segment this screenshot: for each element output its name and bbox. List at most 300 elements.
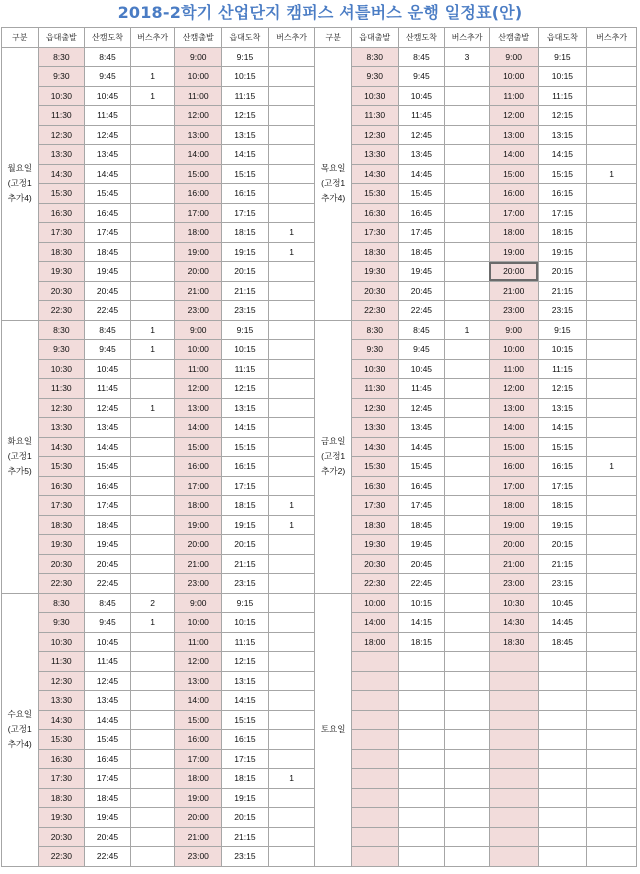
schedule-cell[interactable] — [130, 515, 175, 535]
schedule-cell[interactable] — [130, 671, 175, 691]
schedule-cell[interactable]: 10:45 — [85, 632, 131, 652]
schedule-cell[interactable]: 12:15 — [538, 106, 587, 126]
schedule-cell[interactable] — [445, 379, 490, 399]
schedule-cell[interactable]: 17:00 — [175, 203, 222, 223]
schedule-cell[interactable] — [445, 613, 490, 633]
schedule-cell[interactable] — [268, 301, 315, 321]
schedule-cell[interactable] — [489, 847, 538, 867]
schedule-cell[interactable] — [130, 47, 175, 67]
schedule-cell[interactable] — [445, 710, 490, 730]
schedule-cell[interactable]: 1 — [268, 242, 315, 262]
schedule-cell[interactable] — [445, 554, 490, 574]
schedule-cell[interactable]: 21:15 — [222, 554, 269, 574]
schedule-cell[interactable] — [445, 827, 490, 847]
schedule-cell[interactable]: 9:00 — [175, 47, 222, 67]
schedule-cell[interactable]: 1 — [130, 320, 175, 340]
schedule-cell[interactable]: 12:30 — [38, 671, 85, 691]
schedule-cell[interactable]: 19:45 — [398, 535, 445, 555]
schedule-cell[interactable]: 23:15 — [222, 574, 269, 594]
schedule-cell[interactable]: 11:00 — [489, 86, 538, 106]
schedule-cell[interactable] — [445, 359, 490, 379]
schedule-cell[interactable]: 11:30 — [351, 379, 398, 399]
schedule-cell[interactable]: 1 — [130, 613, 175, 633]
schedule-cell[interactable]: 23:00 — [175, 301, 222, 321]
schedule-cell[interactable]: 15:15 — [538, 164, 587, 184]
schedule-cell[interactable]: 12:45 — [398, 398, 445, 418]
schedule-cell[interactable]: 20:15 — [222, 808, 269, 828]
schedule-cell[interactable]: 14:45 — [85, 710, 131, 730]
schedule-cell[interactable] — [445, 730, 490, 750]
schedule-cell[interactable]: 23:00 — [175, 574, 222, 594]
schedule-cell[interactable] — [398, 749, 445, 769]
schedule-cell[interactable]: 10:15 — [398, 593, 445, 613]
schedule-cell[interactable]: 18:00 — [175, 223, 222, 243]
schedule-cell[interactable]: 19:30 — [351, 535, 398, 555]
schedule-cell[interactable] — [587, 671, 637, 691]
schedule-cell[interactable]: 15:00 — [175, 710, 222, 730]
schedule-cell[interactable]: 19:30 — [38, 262, 85, 282]
schedule-cell[interactable] — [268, 671, 315, 691]
schedule-cell[interactable]: 12:15 — [222, 106, 269, 126]
schedule-cell[interactable]: 9:30 — [351, 340, 398, 360]
schedule-cell[interactable]: 10:30 — [38, 359, 85, 379]
schedule-cell[interactable]: 15:15 — [222, 710, 269, 730]
schedule-cell[interactable]: 15:30 — [38, 730, 85, 750]
schedule-cell[interactable]: 9:30 — [351, 67, 398, 87]
schedule-cell[interactable]: 14:30 — [38, 164, 85, 184]
schedule-cell[interactable] — [268, 86, 315, 106]
schedule-cell[interactable] — [130, 574, 175, 594]
schedule-cell[interactable]: 19:00 — [489, 515, 538, 535]
schedule-cell[interactable] — [538, 730, 587, 750]
schedule-cell[interactable]: 20:00 — [489, 535, 538, 555]
schedule-cell[interactable]: 17:30 — [38, 496, 85, 516]
schedule-cell[interactable] — [268, 203, 315, 223]
schedule-cell[interactable]: 10:00 — [351, 593, 398, 613]
schedule-cell[interactable]: 18:45 — [398, 515, 445, 535]
schedule-cell[interactable]: 20:30 — [38, 281, 85, 301]
schedule-cell[interactable] — [445, 652, 490, 672]
schedule-cell[interactable]: 23:00 — [175, 847, 222, 867]
schedule-cell[interactable] — [445, 496, 490, 516]
schedule-cell[interactable]: 11:15 — [222, 359, 269, 379]
schedule-cell[interactable] — [445, 145, 490, 165]
schedule-cell[interactable]: 9:45 — [85, 613, 131, 633]
schedule-cell[interactable]: 10:00 — [175, 613, 222, 633]
schedule-cell[interactable]: 22:45 — [85, 574, 131, 594]
schedule-cell[interactable]: 14:15 — [538, 145, 587, 165]
schedule-cell[interactable]: 22:45 — [398, 574, 445, 594]
schedule-cell[interactable]: 20:00 — [489, 262, 538, 282]
schedule-cell[interactable] — [445, 125, 490, 145]
schedule-cell[interactable] — [587, 359, 637, 379]
schedule-cell[interactable]: 21:00 — [175, 554, 222, 574]
schedule-cell[interactable] — [489, 788, 538, 808]
schedule-cell[interactable]: 16:15 — [538, 184, 587, 204]
schedule-cell[interactable] — [351, 730, 398, 750]
schedule-cell[interactable]: 16:45 — [398, 203, 445, 223]
schedule-cell[interactable] — [268, 632, 315, 652]
schedule-cell[interactable]: 12:00 — [489, 379, 538, 399]
schedule-cell[interactable]: 17:00 — [489, 203, 538, 223]
schedule-cell[interactable] — [445, 262, 490, 282]
schedule-cell[interactable]: 19:15 — [538, 515, 587, 535]
schedule-cell[interactable] — [445, 574, 490, 594]
schedule-cell[interactable]: 18:15 — [222, 496, 269, 516]
schedule-cell[interactable] — [130, 125, 175, 145]
schedule-cell[interactable]: 14:30 — [489, 613, 538, 633]
schedule-cell[interactable] — [587, 808, 637, 828]
schedule-cell[interactable] — [587, 223, 637, 243]
schedule-cell[interactable] — [130, 145, 175, 165]
schedule-cell[interactable] — [398, 691, 445, 711]
schedule-cell[interactable] — [130, 749, 175, 769]
schedule-cell[interactable]: 13:00 — [489, 398, 538, 418]
schedule-cell[interactable]: 14:00 — [175, 145, 222, 165]
schedule-cell[interactable]: 1 — [268, 769, 315, 789]
schedule-cell[interactable]: 10:00 — [175, 67, 222, 87]
schedule-cell[interactable]: 23:00 — [489, 301, 538, 321]
schedule-cell[interactable] — [538, 691, 587, 711]
schedule-cell[interactable] — [445, 457, 490, 477]
schedule-cell[interactable] — [445, 223, 490, 243]
schedule-cell[interactable]: 1 — [587, 164, 637, 184]
schedule-cell[interactable] — [130, 788, 175, 808]
schedule-cell[interactable] — [445, 632, 490, 652]
schedule-cell[interactable]: 16:00 — [175, 184, 222, 204]
schedule-cell[interactable]: 19:30 — [351, 262, 398, 282]
schedule-cell[interactable] — [587, 749, 637, 769]
schedule-cell[interactable] — [268, 457, 315, 477]
schedule-cell[interactable] — [445, 67, 490, 87]
schedule-cell[interactable]: 19:45 — [85, 808, 131, 828]
schedule-cell[interactable] — [445, 437, 490, 457]
schedule-cell[interactable]: 11:30 — [38, 379, 85, 399]
schedule-cell[interactable]: 20:30 — [38, 827, 85, 847]
schedule-cell[interactable] — [268, 106, 315, 126]
schedule-cell[interactable] — [268, 574, 315, 594]
schedule-cell[interactable]: 12:15 — [222, 652, 269, 672]
schedule-cell[interactable] — [445, 535, 490, 555]
schedule-cell[interactable]: 17:30 — [351, 496, 398, 516]
schedule-cell[interactable]: 16:45 — [398, 476, 445, 496]
schedule-cell[interactable]: 10:30 — [489, 593, 538, 613]
schedule-cell[interactable] — [445, 749, 490, 769]
schedule-cell[interactable] — [587, 788, 637, 808]
schedule-cell[interactable]: 17:15 — [538, 203, 587, 223]
schedule-cell[interactable] — [268, 359, 315, 379]
schedule-cell[interactable]: 9:15 — [222, 320, 269, 340]
schedule-cell[interactable] — [268, 554, 315, 574]
schedule-cell[interactable]: 14:30 — [38, 710, 85, 730]
schedule-cell[interactable]: 15:15 — [222, 437, 269, 457]
schedule-cell[interactable]: 11:00 — [175, 359, 222, 379]
schedule-cell[interactable] — [351, 710, 398, 730]
schedule-cell[interactable]: 15:00 — [489, 164, 538, 184]
schedule-cell[interactable] — [130, 359, 175, 379]
schedule-cell[interactable]: 22:45 — [85, 301, 131, 321]
schedule-cell[interactable]: 14:30 — [38, 437, 85, 457]
schedule-cell[interactable]: 14:15 — [398, 613, 445, 633]
schedule-cell[interactable] — [445, 788, 490, 808]
schedule-cell[interactable]: 16:30 — [38, 203, 85, 223]
schedule-cell[interactable]: 10:45 — [85, 86, 131, 106]
schedule-cell[interactable] — [130, 554, 175, 574]
schedule-cell[interactable] — [130, 106, 175, 126]
schedule-cell[interactable]: 17:00 — [489, 476, 538, 496]
schedule-cell[interactable] — [268, 437, 315, 457]
schedule-cell[interactable] — [268, 47, 315, 67]
schedule-cell[interactable] — [587, 574, 637, 594]
schedule-cell[interactable]: 16:00 — [175, 730, 222, 750]
schedule-cell[interactable]: 12:30 — [351, 125, 398, 145]
schedule-cell[interactable]: 20:45 — [398, 281, 445, 301]
schedule-cell[interactable]: 20:15 — [222, 535, 269, 555]
schedule-cell[interactable] — [268, 593, 315, 613]
schedule-cell[interactable] — [268, 398, 315, 418]
schedule-cell[interactable] — [268, 749, 315, 769]
schedule-cell[interactable]: 8:45 — [85, 47, 131, 67]
schedule-cell[interactable]: 22:45 — [398, 301, 445, 321]
schedule-cell[interactable]: 8:45 — [85, 593, 131, 613]
schedule-cell[interactable]: 17:45 — [85, 223, 131, 243]
schedule-cell[interactable]: 18:15 — [398, 632, 445, 652]
schedule-cell[interactable]: 10:45 — [398, 359, 445, 379]
schedule-cell[interactable] — [587, 515, 637, 535]
schedule-cell[interactable] — [268, 67, 315, 87]
schedule-cell[interactable] — [587, 301, 637, 321]
schedule-cell[interactable]: 14:45 — [85, 437, 131, 457]
schedule-cell[interactable]: 11:45 — [85, 652, 131, 672]
schedule-cell[interactable]: 21:15 — [222, 827, 269, 847]
schedule-cell[interactable] — [398, 847, 445, 867]
schedule-cell[interactable]: 12:45 — [85, 671, 131, 691]
schedule-cell[interactable]: 14:15 — [222, 145, 269, 165]
schedule-cell[interactable] — [538, 671, 587, 691]
schedule-cell[interactable]: 19:15 — [222, 515, 269, 535]
schedule-cell[interactable]: 20:15 — [538, 262, 587, 282]
schedule-cell[interactable] — [538, 710, 587, 730]
schedule-cell[interactable] — [587, 730, 637, 750]
schedule-cell[interactable]: 9:00 — [489, 47, 538, 67]
schedule-cell[interactable]: 15:15 — [222, 164, 269, 184]
schedule-cell[interactable] — [587, 184, 637, 204]
schedule-cell[interactable]: 18:45 — [398, 242, 445, 262]
schedule-cell[interactable]: 14:00 — [175, 418, 222, 438]
schedule-cell[interactable]: 17:15 — [222, 476, 269, 496]
schedule-cell[interactable]: 18:30 — [351, 515, 398, 535]
schedule-cell[interactable] — [268, 535, 315, 555]
schedule-cell[interactable]: 8:30 — [351, 47, 398, 67]
schedule-cell[interactable]: 20:45 — [85, 281, 131, 301]
schedule-cell[interactable]: 12:45 — [398, 125, 445, 145]
schedule-cell[interactable]: 12:45 — [85, 125, 131, 145]
schedule-cell[interactable]: 23:15 — [222, 301, 269, 321]
schedule-cell[interactable] — [268, 164, 315, 184]
schedule-cell[interactable]: 15:00 — [175, 437, 222, 457]
schedule-cell[interactable]: 17:15 — [222, 749, 269, 769]
schedule-cell[interactable]: 1 — [130, 340, 175, 360]
schedule-cell[interactable]: 15:30 — [38, 184, 85, 204]
schedule-cell[interactable] — [398, 710, 445, 730]
schedule-cell[interactable]: 16:15 — [222, 457, 269, 477]
schedule-cell[interactable] — [445, 164, 490, 184]
schedule-cell[interactable] — [445, 476, 490, 496]
schedule-cell[interactable]: 11:45 — [398, 379, 445, 399]
schedule-cell[interactable]: 16:45 — [85, 476, 131, 496]
schedule-cell[interactable]: 11:15 — [222, 632, 269, 652]
schedule-cell[interactable] — [587, 691, 637, 711]
schedule-cell[interactable]: 20:30 — [351, 281, 398, 301]
schedule-cell[interactable] — [587, 632, 637, 652]
schedule-cell[interactable]: 12:30 — [38, 398, 85, 418]
schedule-cell[interactable]: 10:30 — [38, 86, 85, 106]
schedule-cell[interactable] — [445, 671, 490, 691]
schedule-cell[interactable]: 13:15 — [222, 671, 269, 691]
schedule-cell[interactable] — [538, 769, 587, 789]
schedule-cell[interactable]: 10:15 — [538, 67, 587, 87]
schedule-cell[interactable]: 19:00 — [175, 242, 222, 262]
schedule-cell[interactable]: 15:45 — [398, 184, 445, 204]
schedule-cell[interactable] — [587, 710, 637, 730]
schedule-cell[interactable]: 17:15 — [538, 476, 587, 496]
schedule-cell[interactable]: 14:45 — [398, 437, 445, 457]
schedule-cell[interactable]: 13:45 — [85, 145, 131, 165]
schedule-cell[interactable]: 17:45 — [85, 769, 131, 789]
schedule-cell[interactable]: 9:15 — [538, 47, 587, 67]
schedule-cell[interactable]: 13:15 — [222, 125, 269, 145]
schedule-cell[interactable] — [130, 769, 175, 789]
schedule-cell[interactable]: 14:45 — [85, 164, 131, 184]
schedule-cell[interactable]: 9:30 — [38, 613, 85, 633]
schedule-cell[interactable]: 14:00 — [175, 691, 222, 711]
schedule-cell[interactable]: 19:15 — [538, 242, 587, 262]
schedule-cell[interactable]: 12:00 — [175, 652, 222, 672]
schedule-cell[interactable]: 11:00 — [175, 86, 222, 106]
schedule-cell[interactable] — [445, 106, 490, 126]
schedule-cell[interactable] — [130, 652, 175, 672]
schedule-cell[interactable] — [587, 437, 637, 457]
schedule-cell[interactable]: 13:30 — [38, 418, 85, 438]
schedule-cell[interactable]: 21:00 — [175, 281, 222, 301]
schedule-cell[interactable]: 9:30 — [38, 340, 85, 360]
schedule-cell[interactable]: 12:00 — [175, 106, 222, 126]
schedule-cell[interactable] — [445, 281, 490, 301]
schedule-cell[interactable]: 23:15 — [538, 301, 587, 321]
schedule-cell[interactable]: 13:15 — [538, 398, 587, 418]
schedule-cell[interactable]: 15:30 — [351, 184, 398, 204]
schedule-cell[interactable]: 18:45 — [538, 632, 587, 652]
schedule-cell[interactable] — [398, 652, 445, 672]
schedule-cell[interactable]: 9:15 — [222, 47, 269, 67]
schedule-cell[interactable] — [398, 730, 445, 750]
schedule-cell[interactable]: 13:00 — [175, 125, 222, 145]
schedule-cell[interactable]: 11:45 — [85, 379, 131, 399]
schedule-cell[interactable]: 16:30 — [351, 476, 398, 496]
schedule-cell[interactable] — [587, 476, 637, 496]
schedule-cell[interactable] — [489, 827, 538, 847]
schedule-cell[interactable]: 17:00 — [175, 476, 222, 496]
schedule-cell[interactable] — [489, 710, 538, 730]
schedule-cell[interactable] — [445, 847, 490, 867]
schedule-cell[interactable]: 13:15 — [222, 398, 269, 418]
schedule-cell[interactable] — [130, 847, 175, 867]
schedule-cell[interactable] — [130, 730, 175, 750]
schedule-cell[interactable]: 18:00 — [175, 496, 222, 516]
schedule-cell[interactable] — [445, 398, 490, 418]
schedule-cell[interactable]: 12:45 — [85, 398, 131, 418]
schedule-cell[interactable] — [587, 340, 637, 360]
schedule-cell[interactable]: 13:45 — [398, 145, 445, 165]
schedule-cell[interactable] — [489, 652, 538, 672]
schedule-cell[interactable]: 12:15 — [222, 379, 269, 399]
schedule-cell[interactable]: 1 — [268, 223, 315, 243]
schedule-cell[interactable]: 16:00 — [489, 184, 538, 204]
schedule-cell[interactable] — [130, 827, 175, 847]
schedule-cell[interactable]: 15:45 — [85, 457, 131, 477]
schedule-cell[interactable] — [445, 86, 490, 106]
schedule-cell[interactable]: 20:45 — [398, 554, 445, 574]
schedule-cell[interactable] — [538, 788, 587, 808]
schedule-cell[interactable]: 13:15 — [538, 125, 587, 145]
schedule-cell[interactable]: 22:45 — [85, 847, 131, 867]
schedule-cell[interactable]: 13:00 — [489, 125, 538, 145]
schedule-cell[interactable]: 16:45 — [85, 203, 131, 223]
schedule-cell[interactable]: 14:30 — [351, 437, 398, 457]
schedule-cell[interactable]: 9:45 — [85, 340, 131, 360]
schedule-cell[interactable]: 16:15 — [538, 457, 587, 477]
schedule-cell[interactable] — [587, 125, 637, 145]
schedule-cell[interactable] — [130, 379, 175, 399]
schedule-cell[interactable]: 18:15 — [538, 496, 587, 516]
schedule-cell[interactable] — [130, 496, 175, 516]
schedule-cell[interactable] — [445, 340, 490, 360]
schedule-cell[interactable] — [587, 145, 637, 165]
schedule-cell[interactable]: 20:30 — [38, 554, 85, 574]
schedule-cell[interactable] — [351, 769, 398, 789]
schedule-cell[interactable]: 20:00 — [175, 808, 222, 828]
schedule-cell[interactable]: 8:30 — [38, 320, 85, 340]
schedule-cell[interactable] — [445, 203, 490, 223]
schedule-cell[interactable]: 19:45 — [85, 262, 131, 282]
schedule-cell[interactable] — [130, 223, 175, 243]
schedule-cell[interactable]: 1 — [130, 398, 175, 418]
schedule-cell[interactable]: 10:30 — [351, 86, 398, 106]
schedule-cell[interactable]: 13:00 — [175, 671, 222, 691]
schedule-cell[interactable]: 21:15 — [538, 281, 587, 301]
schedule-cell[interactable] — [587, 203, 637, 223]
schedule-cell[interactable] — [351, 671, 398, 691]
schedule-cell[interactable] — [398, 788, 445, 808]
schedule-cell[interactable] — [489, 749, 538, 769]
schedule-cell[interactable] — [587, 106, 637, 126]
schedule-cell[interactable]: 14:45 — [538, 613, 587, 633]
schedule-cell[interactable]: 20:00 — [175, 262, 222, 282]
schedule-cell[interactable]: 16:00 — [175, 457, 222, 477]
schedule-cell[interactable]: 22:30 — [38, 574, 85, 594]
schedule-cell[interactable]: 17:30 — [351, 223, 398, 243]
schedule-cell[interactable] — [587, 320, 637, 340]
schedule-cell[interactable] — [351, 827, 398, 847]
schedule-cell[interactable]: 18:30 — [38, 515, 85, 535]
schedule-cell[interactable]: 9:45 — [398, 340, 445, 360]
schedule-cell[interactable]: 9:45 — [398, 67, 445, 87]
schedule-cell[interactable] — [351, 749, 398, 769]
schedule-cell[interactable] — [130, 242, 175, 262]
schedule-cell[interactable]: 15:45 — [85, 184, 131, 204]
schedule-cell[interactable] — [268, 613, 315, 633]
schedule-cell[interactable] — [587, 554, 637, 574]
